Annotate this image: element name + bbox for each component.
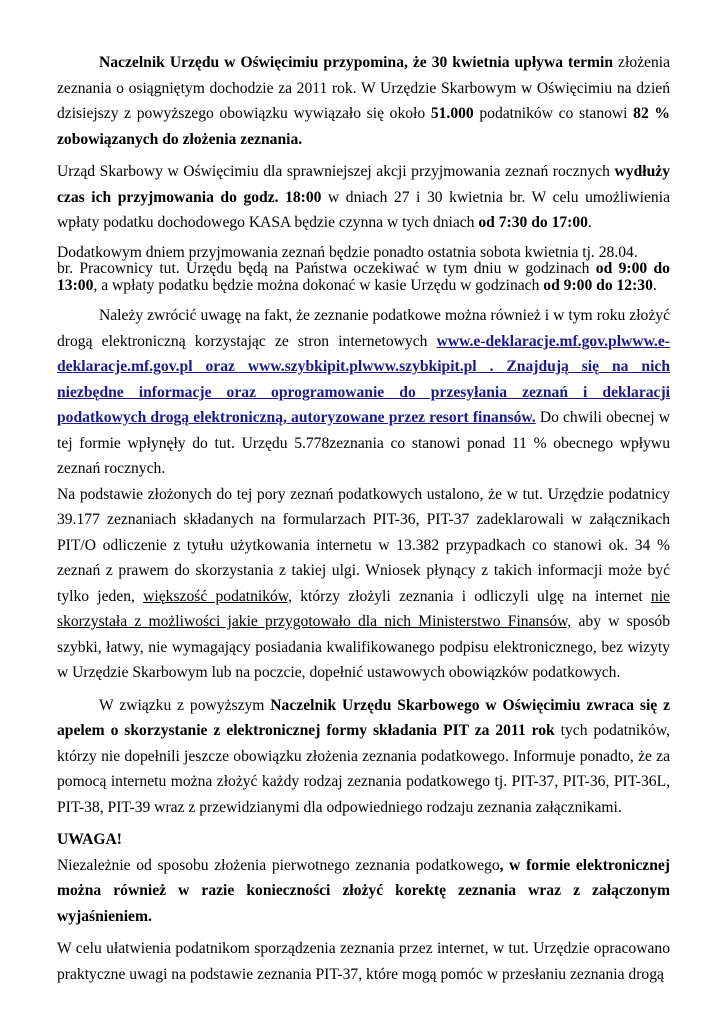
reminder-heading: Naczelnik Urzędu w Oświęcimiu przypomina, że 30 kwietnia upływa termin	[99, 54, 614, 71]
paragraph-reminder: Naczelnik Urzędu w Oświęcimiu przypomina, że 30 kwietnia upływa termin złożenia zeznania o osiągniętym dochodzie za 2011 rok. W Urzędzie Skarbowym w Oświęcimiu na dzień dzisiejszy z powyższego obowiązku wywiązało się około 51.000 podatników co stanowi 82 % zobowiązanych do złożenia zeznania.	[57, 54, 671, 148]
document-page	[57, 50, 670, 987]
paragraph-statistics: Na podstawie złożonych do tej pory zeznań podatkowych ustalono, że w tut. Urzędzie podatnicy 39.177 zeznaniach składanych na formularzach PIT-36, PIT-37 zadeklarowali w załącznikach PIT/O odliczenie z tytułu użytkowania internetu w 13.382 przypadkach co stanowi ok. 34 % zeznań z prawem do skorzystania z takiej ulgi. Wniosek płynący z takich informacji może być tylko jeden, większość podatników, którzy złożyli zeznania i odliczyli ulgę na internet nie skorzystała z możliwości jakie przygotowało dla nich Ministerstwo Finansów, aby w sposób szybki, łatwy, nie wymagający posiadania kwalifikowanego podpisu elektronicznego, bez wizyty w Urzędzie Skarbowym lub na poczcie, dopełnić ustawowych obowiązków podatkowych.	[57, 485, 670, 681]
uwaga-heading: UWAGA!	[57, 831, 122, 848]
paragraph-extended-hours: Urząd Skarbowy w Oświęcimiu dla sprawniejszej akcji przyjmowania zeznań rocznych wydłuży czas ich przyjmowania do godz. 18:00 w dniach 27 i 30 kwietnia br. W celu umożliwienia wpłaty podatku dochodowego KASA będzie czynna w tych dniach od 7:30 do 17:00.	[57, 163, 670, 231]
paragraph-guidance: W celu ułatwienia podatnikom sporządzenia zeznania przez internet, w tut. Urzędzie opracowano praktyczne uwagi na podstawie zeznania PIT-37, które mogą pomóc w przesłaniu zeznania drogą	[57, 940, 670, 983]
e-deklaracje-link[interactable]: www.e-deklaracje.mf.gov.plwww.e-deklaracje.mf.gov.pl oraz www.szybkipit.plwww.szybkipit.pl . Znajdują się na nich niezbędne informacje oraz oprogramowanie do przesyłania zeznań i deklaracji podatkowych drogą elektroniczną, autoryzowane przez resort finansów.	[57, 332, 670, 426]
paragraph-electronic-filing: Należy zwrócić uwagę na fakt, że zeznanie podatkowe można również i w tym roku złożyć drogą elektroniczną korzystając ze stron internetowych www.e-deklaracje.mf.gov.plwww.e-deklaracje.mf.gov.pl oraz www.szybkipit.plwww.szybkipit.pl . Znajdują się na nich niezbędne informacje oraz oprogramowanie do przesyłania zeznań i deklaracji podatkowych drogą elektroniczną, autoryzowane przez resort finansów. Do chwili obecnej w tej formie wpłynęły do tut. Urzędu 5.778zeznania co stanowi ponad 11 % obecnego wpływu zeznań rocznych.	[57, 307, 670, 477]
paragraph-appeal: W związku z powyższym Naczelnik Urzędu Skarbowego w Oświęcimiu zwraca się z apelem o skorzystanie z elektronicznej formy składania PIT za 2011 rok tych podatników, którzy nie dopełnili jeszcze obowiązku złożenia zeznania podatkowego. Informuje ponadto, że za pomocą internetu można złożyć każdy rodzaj zeznania podatkowego tj. PIT-37, PIT-36, PIT-36L, PIT-38, PIT-39 wraz z przewidzianymi dla odpowiedniego rodzaju zeznania załącznikami.	[57, 696, 670, 816]
paragraph-correction: Niezależnie od sposobu złożenia pierwotnego zeznania podatkowego, w formie elektronicznej można również w razie konieczności złożyć korektę zeznania wraz z załączonym wyjaśnieniem.	[57, 856, 670, 925]
paragraph-saturday: Dodatkowym dniem przyjmowania zeznań będzie ponadto ostatnia sobota kwietnia tj. 28.04. br. Pracownicy tut. Urzędu będą na Państwa oczekiwać w tym dniu w godzinach od 9:00 do 13:00, a wpłaty podatku będzie można dokonać w kasie Urzędu w godzinach od 9:00 do 12:30.	[57, 243, 670, 294]
